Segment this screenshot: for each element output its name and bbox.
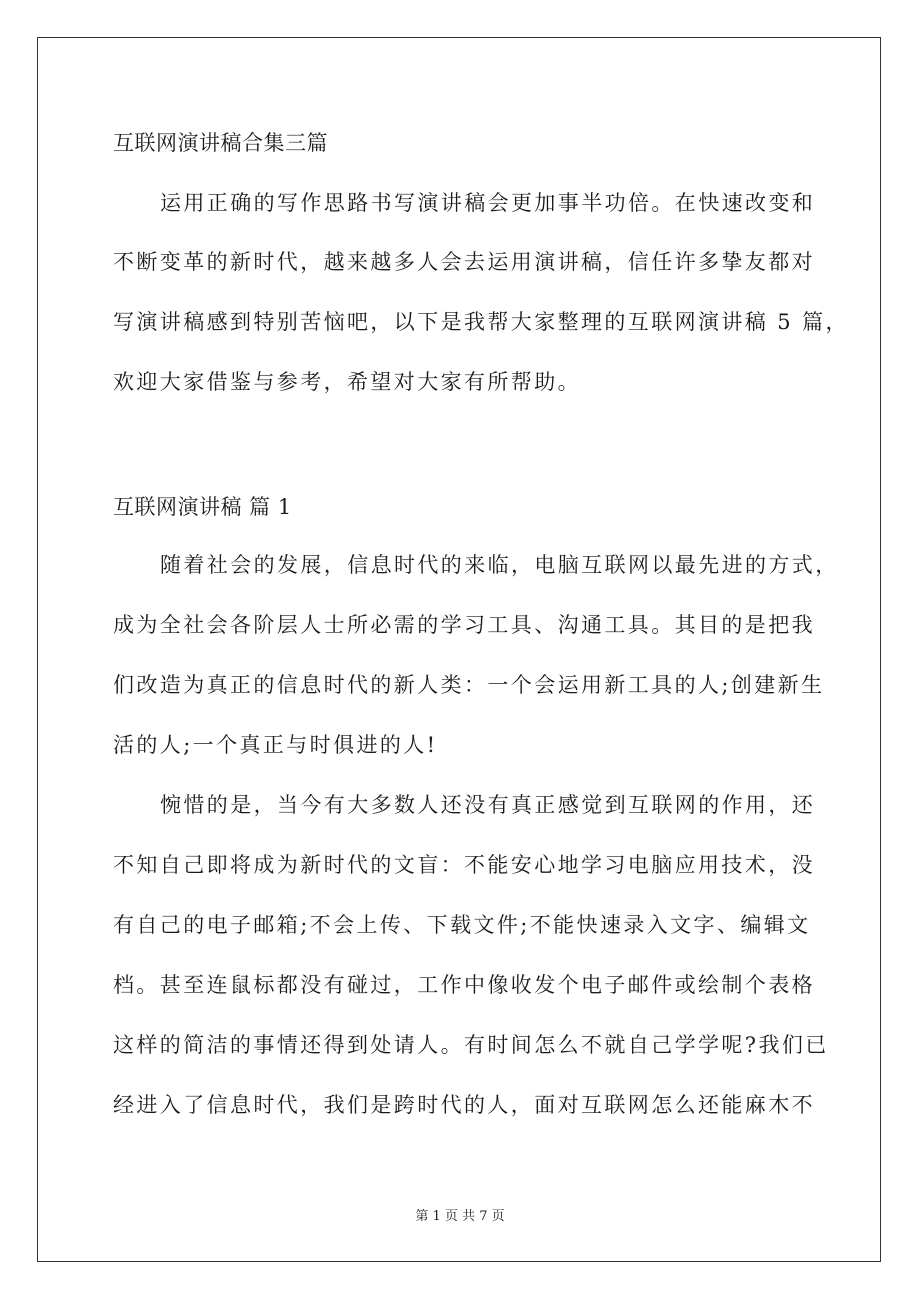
paragraph-line: 成为全社会各阶层人士所必需的学习工具、沟通工具。其目的是把我	[113, 613, 815, 637]
intro-line: 运用正确的写作思路书写演讲稿会更加事半功倍。在快速改变和	[160, 191, 816, 215]
paragraph-line: 档。甚至连鼠标都没有碰过，工作中像收发个电子邮件或绘制个表格	[113, 973, 815, 997]
intro-line: 写演讲稿感到特别苦恼吧，以下是我帮大家整理的互联网演讲稿 5 篇，	[113, 310, 849, 334]
paragraph-line: 这样的简洁的事情还得到处请人。有时间怎么不就自己学学呢?我们已	[113, 1033, 829, 1057]
page-indicator: 第 1 页 共 7 页	[415, 1209, 505, 1224]
paragraph-line: 随着社会的发展，信息时代的来临，电脑互联网以最先进的方式，	[160, 553, 839, 577]
paragraph-line: 不知自己即将成为新时代的文盲：不能安心地学习电脑应用技术，没	[113, 853, 815, 877]
intro-line: 不断变革的新时代，越来越多人会去运用演讲稿，信任许多挚友都对	[113, 250, 815, 274]
paragraph-line: 有自己的电子邮箱;不会上传、下载文件;不能快速录入文字、编辑文	[113, 913, 811, 937]
section-title: 互联网演讲稿 篇 1	[113, 495, 292, 519]
intro-line: 欢迎大家借鉴与参考，希望对大家有所帮助。	[113, 370, 581, 394]
document-title: 互联网演讲稿合集三篇	[113, 131, 328, 155]
paragraph-line: 们改造为真正的信息时代的新人类：一个会运用新工具的人;创建新生	[113, 673, 825, 697]
paragraph-line: 经进入了信息时代，我们是跨时代的人，面对互联网怎么还能麻木不	[113, 1093, 815, 1117]
paragraph-line: 惋惜的是，当今有大多数人还没有真正感觉到互联网的作用，还	[160, 793, 816, 817]
paragraph-line: 活的人;一个真正与时俱进的人!	[113, 733, 438, 757]
page-border	[37, 37, 881, 1262]
